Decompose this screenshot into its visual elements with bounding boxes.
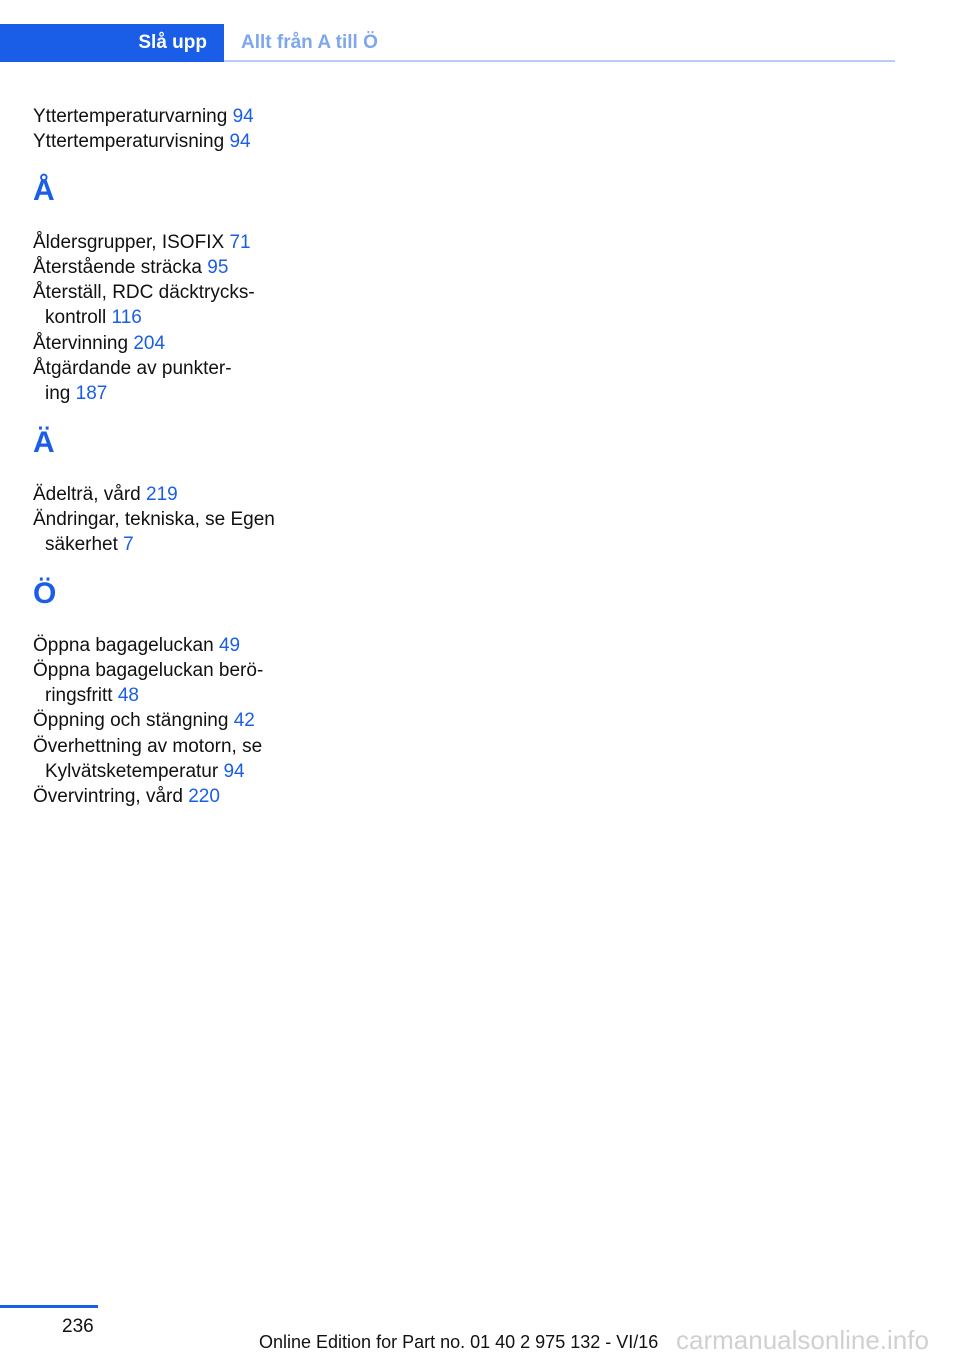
index-entry xyxy=(33,784,333,809)
entry-text: Yttertemperaturvarning xyxy=(33,106,228,127)
entry-continuation: Kylvätsketemperatur xyxy=(45,760,219,782)
page-link[interactable]: 49 xyxy=(218,635,241,657)
entry-text: Övervintring, vård xyxy=(33,785,183,807)
entry-text: Öppna bagageluckan xyxy=(33,635,214,657)
entry-continuation: kontroll xyxy=(45,307,107,329)
page-link[interactable]: 220 xyxy=(188,785,220,807)
index-entry xyxy=(33,658,333,708)
index-entry xyxy=(33,280,333,330)
tab-underline xyxy=(224,60,895,62)
index-entry xyxy=(33,104,333,129)
watermark: carmanualsonline.info xyxy=(676,1325,929,1355)
entry-text: Ädelträ, vård xyxy=(33,483,141,505)
section-letter-oe: Ö xyxy=(33,577,57,611)
entry-text: Yttertemperaturvisning xyxy=(33,131,225,153)
index-entry xyxy=(33,356,333,406)
entry-text: Överhettning av motorn, se xyxy=(33,735,263,757)
page-link[interactable]: 48 xyxy=(117,685,139,707)
tab-a-to-z-label: Allt från A till Ö xyxy=(241,32,378,53)
page-link[interactable]: 94 xyxy=(232,106,254,127)
entry-text: Öppning och stängning xyxy=(33,710,229,732)
index-column xyxy=(33,104,333,809)
index-entry xyxy=(33,331,333,356)
index-entry xyxy=(33,230,333,255)
page-number: 236 xyxy=(62,1316,94,1337)
tab-lookup-label: Slå upp xyxy=(138,32,207,53)
entry-text: Återvinning xyxy=(33,332,129,354)
index-entry xyxy=(33,734,333,784)
entry-continuation: ringsfritt xyxy=(45,685,113,707)
entry-text: Öppna bagageluckan berö- xyxy=(33,660,264,682)
index-entry xyxy=(33,255,333,280)
entry-continuation: ing xyxy=(45,382,71,404)
edition-footer: Online Edition for Part no. 01 40 2 975 132 - VI/16 xyxy=(259,1332,659,1352)
index-entry xyxy=(33,129,333,154)
page-link[interactable]: 7 xyxy=(123,534,134,556)
page-link[interactable]: 204 xyxy=(133,332,166,354)
entry-text: Åldersgrupper, ISOFIX xyxy=(33,232,225,254)
index-entry xyxy=(33,482,333,507)
page-link[interactable]: 219 xyxy=(146,483,178,505)
page-link[interactable]: 95 xyxy=(207,257,229,279)
page-link[interactable]: 71 xyxy=(229,232,251,254)
entry-text: Ändringar, tekniska, se Egen xyxy=(33,508,275,530)
page-link[interactable]: 187 xyxy=(75,382,108,404)
index-entry xyxy=(33,633,333,658)
page-link[interactable]: 116 xyxy=(111,307,142,329)
tab-a-to-z[interactable] xyxy=(241,24,378,62)
entry-text: Återställ, RDC däcktrycks- xyxy=(33,282,255,304)
header-tabbar xyxy=(0,24,895,62)
entry-text: Återstående sträcka xyxy=(33,257,202,279)
section-letter-ae: Ä xyxy=(33,425,55,459)
entry-text: Åtgärdande av punkter- xyxy=(33,357,232,379)
tab-lookup[interactable] xyxy=(0,24,224,62)
page-link[interactable]: 94 xyxy=(229,131,251,153)
footer-rule xyxy=(0,1305,98,1308)
index-entry xyxy=(33,708,333,733)
section-letter-aa: Å xyxy=(33,174,55,208)
index-entry xyxy=(33,507,333,557)
page-link[interactable]: 94 xyxy=(223,760,245,782)
page-link[interactable]: 42 xyxy=(233,710,255,732)
entry-continuation: säkerhet xyxy=(45,534,118,556)
